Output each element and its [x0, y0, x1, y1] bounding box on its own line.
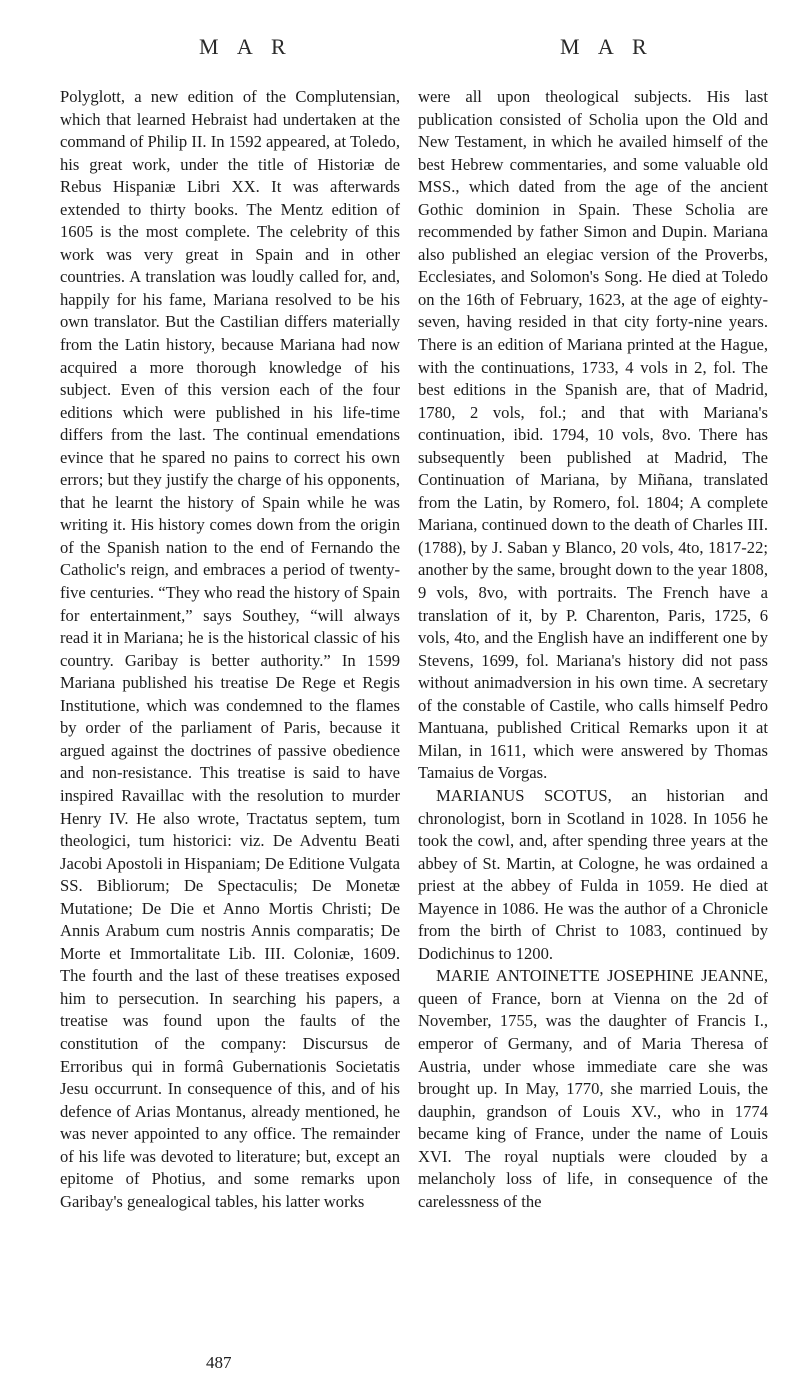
- right-text-column: [418, 86, 768, 1213]
- left-column-paragraph-1: Polyglott, a new edition of the Complutensian, which that learned Hebraist had undertaken at the command of Philip II. In 1592 appeared, at Toledo, his great work, under the title of Historiæ de Rebus Hispaniæ Libri XX. It was afterwards extended to thirty books. The Mentz edition of 1605 is the most complete. The celebrity of this work was very great in Spain and in other countries. A translation was loudly called for, and, happily for his fame, Mariana resolved to be his own translator. But the Castilian differs materially from the Latin history, because Mariana had now acquired a more thorough knowledge of his subject. Even of this version each of the four editions which were published in his life-time differs from the last. The continual emendations evince that he spared no pains to correct his own errors; but they justify the charge of his opponents, that he learnt the history of Spain while he was writing it. His history comes down from the origin of the Spanish nation to the end of Fernando the Catholic's reign, and embraces a period of twenty-five centuries. “They who read the history of Spain for entertainment,” says Southey, “will always read it in Mariana; he is the historical classic of his country. Garibay is better authority.” In 1599 Mariana published his treatise De Rege et Regis Institutione, which was condemned to the flames by order of the parliament of Paris, because it argued against the doctrines of passive obedience and non-resistance. This treatise is said to have inspired Ravaillac with the resolution to murder Henry IV. He also wrote, Tractatus septem, tum theologici, tum historici: viz. De Adventu Beati Jacobi Apostoli in Hispaniam; De Editione Vulgata SS. Bibliorum; De Spectaculis; De Monetæ Mutatione; De Die et Anno Mortis Christi; De Annis Arabum cum nostris Annis comparatis; De Morte et Immortalitate Lib. III. Coloniæ, 1609. The fourth and the last of these treatises exposed him to persecution. In searching his papers, a treatise was found upon the faults of the constitution of the company: Discursus de Erroribus qui in formâ Gubernationis Societatis Jesu occurrunt. In consequence of this, and of his defence of Arias Montanus, already mentioned, he was never appointed to any office. The remainder of his life was devoted to literature; but, except an epitome of Photius, and some remarks upon Garibay's genealogical tables, his latter works: [60, 87, 401, 1211]
- page-header: [0, 34, 800, 64]
- entry-marianus-scotus: MARIANUS SCOTUS, an historian and chronologist, born in Scotland in 1028. In 1056 he took the cowl, and, after spending three years at the abbey of St. Martin, at Cologne, he was ordained a priest at the abbey of Fulda in 1059. He died at Mayence in 1086. He was the author of a Chronicle from the birth of Christ to 1083, continued by Dodichinus to 1200.: [418, 785, 768, 963]
- page-number: 487: [206, 1353, 232, 1372]
- running-head-left: M A R: [199, 34, 293, 59]
- right-column-paragraph-1: were all upon theological subjects. His last publication consisted of Scholia upon the Old and New Testament, in which he availed himself of the best Hebrew commentaries, and some valuable old MSS., which dated from the age of the ancient Gothic dominion in Spain. These Scholia are recommended by father Simon and Dupin. Mariana also published an elegiac version of the Proverbs, Ecclesiates, and Solomon's Song. He died at Toledo on the 16th of February, 1623, at the age of eighty-seven, having resided in that city forty-nine years. There is an edition of Mariana printed at the Hague, with the continuations, 1733, 4 vols in 2, fol. The best editions in the Spanish are, that of Madrid, 1780, 2 vols, fol.; and that with Mariana's continuation, ibid. 1794, 10 vols, 8vo. There has subsequently been published at Madrid, The Continuation of Mariana, by Miñana, translated from the Latin, by Romero, fol. 1804; A complete Mariana, continued down to the death of Charles III. (1788), by J. Saban y Blanco, 20 vols, 4to, 1817-22; another by the same, brought down to the year 1808, 9 vols, 8vo, with portraits. The French have a translation of it, by P. Charenton, Paris, 1725, 6 vols, 4to, and the English have an indifferent one by Stevens, 1699, fol. Mariana's history did not pass without animadversion in his own time. A secretary of the constable of Castile, who calls himself Pedro Mantuana, published Critical Remarks upon it at Milan, in 1611, which were answered by Thomas Tamaius de Vorgas.: [418, 87, 768, 783]
- left-text-column: [60, 86, 400, 1213]
- running-head-right: M A R: [560, 34, 654, 59]
- entry-marie-antoinette: MARIE ANTOINETTE JOSEPHINE JEANNE, queen of France, born at Vienna on the 2d of November, 1755, was the daughter of Francis I., emperor of Germany, and of Maria Theresa of Austria, under whose immediate care she was brought up. In May, 1770, she married Louis, the dauphin, grandson of Louis XV., who in 1774 became king of France, under the name of Louis XVI. The royal nuptials were clouded by a melancholy loss of life, in consequence of the carelessness of the: [418, 966, 768, 1211]
